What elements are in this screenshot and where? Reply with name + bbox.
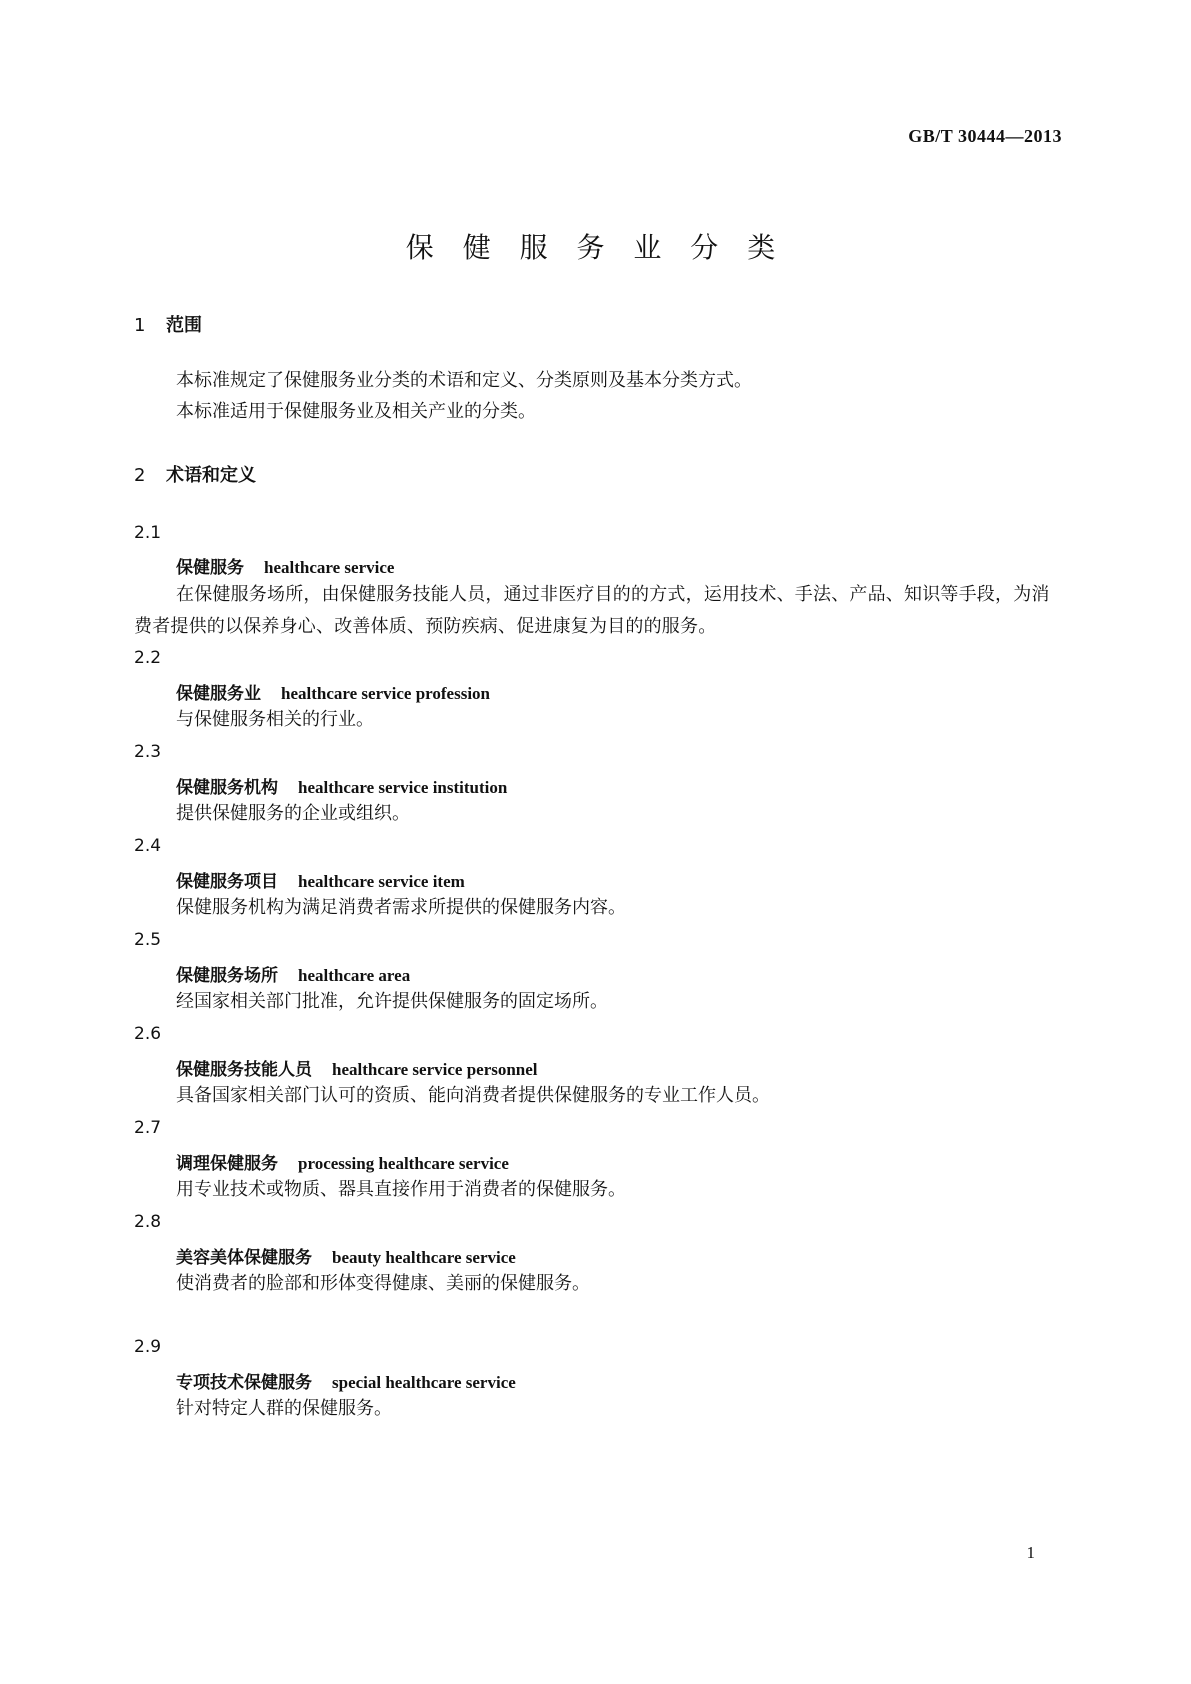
term-zh: 保健服务 [176, 558, 244, 578]
term-en: special healthcare service [332, 1373, 516, 1392]
section-label: 范围 [166, 315, 202, 336]
term-en: healthcare service personnel [332, 1060, 538, 1079]
term-number: 2.1 [134, 523, 162, 543]
term-en: processing healthcare service [298, 1154, 509, 1173]
term-en: healthcare area [298, 966, 411, 985]
term-zh: 保健服务场所 [176, 966, 278, 986]
term-heading [176, 961, 410, 986]
term-zh: 美容美体保健服务 [176, 1248, 312, 1268]
scope-paragraph-1: 本标准规定了保健服务业分类的术语和定义、分类原则及基本分类方式。 [176, 370, 752, 391]
section-number: 1 [134, 315, 146, 336]
term-definition: 用专业技术或物质、器具直接作用于消费者的保健服务。 [176, 1179, 626, 1200]
term-definition: 使消费者的脸部和形体变得健康、美丽的保健服务。 [176, 1273, 590, 1294]
term-en: healthcare service institution [298, 778, 508, 797]
section-heading-scope [134, 311, 202, 337]
term-number: 2.3 [134, 742, 162, 762]
section-heading-terms [134, 461, 256, 487]
term-number: 2.2 [134, 648, 162, 668]
term-zh: 保健服务机构 [176, 778, 278, 798]
standard-code: GB/T 30444—2013 [908, 126, 1062, 146]
term-definition: 具备国家相关部门认可的资质、能向消费者提供保健服务的专业工作人员。 [176, 1085, 770, 1106]
term-en: beauty healthcare service [332, 1248, 516, 1267]
section-number: 2 [134, 465, 146, 486]
term-heading [176, 1055, 538, 1080]
term-zh: 调理保健服务 [176, 1154, 278, 1174]
term-heading [176, 1149, 509, 1174]
term-definition: 提供保健服务的企业或组织。 [176, 803, 410, 824]
term-definition: 保健服务机构为满足消费者需求所提供的保健服务内容。 [176, 897, 626, 918]
document-title: 保 健 服 务 业 分 类 [405, 231, 786, 264]
term-en: healthcare service profession [281, 684, 490, 703]
term-number: 2.7 [134, 1118, 162, 1138]
term-definition: 针对特定人群的保健服务。 [176, 1398, 392, 1419]
term-definition: 与保健服务相关的行业。 [176, 709, 374, 730]
term-zh: 专项技术保健服务 [176, 1373, 312, 1393]
term-number: 2.9 [134, 1337, 162, 1357]
page-number: 1 [1026, 1543, 1035, 1562]
term-zh: 保健服务技能人员 [176, 1060, 312, 1080]
term-heading [176, 1243, 516, 1268]
term-heading [176, 553, 394, 578]
term-en: healthcare service item [298, 872, 465, 891]
term-zh: 保健服务项目 [176, 872, 278, 892]
term-definition: 经国家相关部门批准，允许提供保健服务的固定场所。 [176, 991, 608, 1012]
term-number: 2.6 [134, 1024, 162, 1044]
section-label: 术语和定义 [166, 465, 256, 486]
scope-paragraph-2: 本标准适用于保健服务业及相关产业的分类。 [176, 401, 536, 422]
term-en: healthcare service [264, 558, 395, 577]
term-number: 2.8 [134, 1212, 162, 1232]
term-heading [176, 773, 507, 798]
term-zh: 保健服务业 [176, 684, 261, 704]
term-definition: 在保健服务场所，由保健服务技能人员，通过非医疗目的的方式，运用技术、手法、产品、知识等手段，为消费者提供的以保养身心、改善体质、预防疾病、促进康复为目的的服务。 [134, 584, 1050, 637]
term-number: 2.4 [134, 836, 162, 856]
term-heading [176, 867, 465, 892]
term-heading [176, 1368, 516, 1393]
term-heading [176, 679, 490, 704]
term-number: 2.5 [134, 930, 162, 950]
